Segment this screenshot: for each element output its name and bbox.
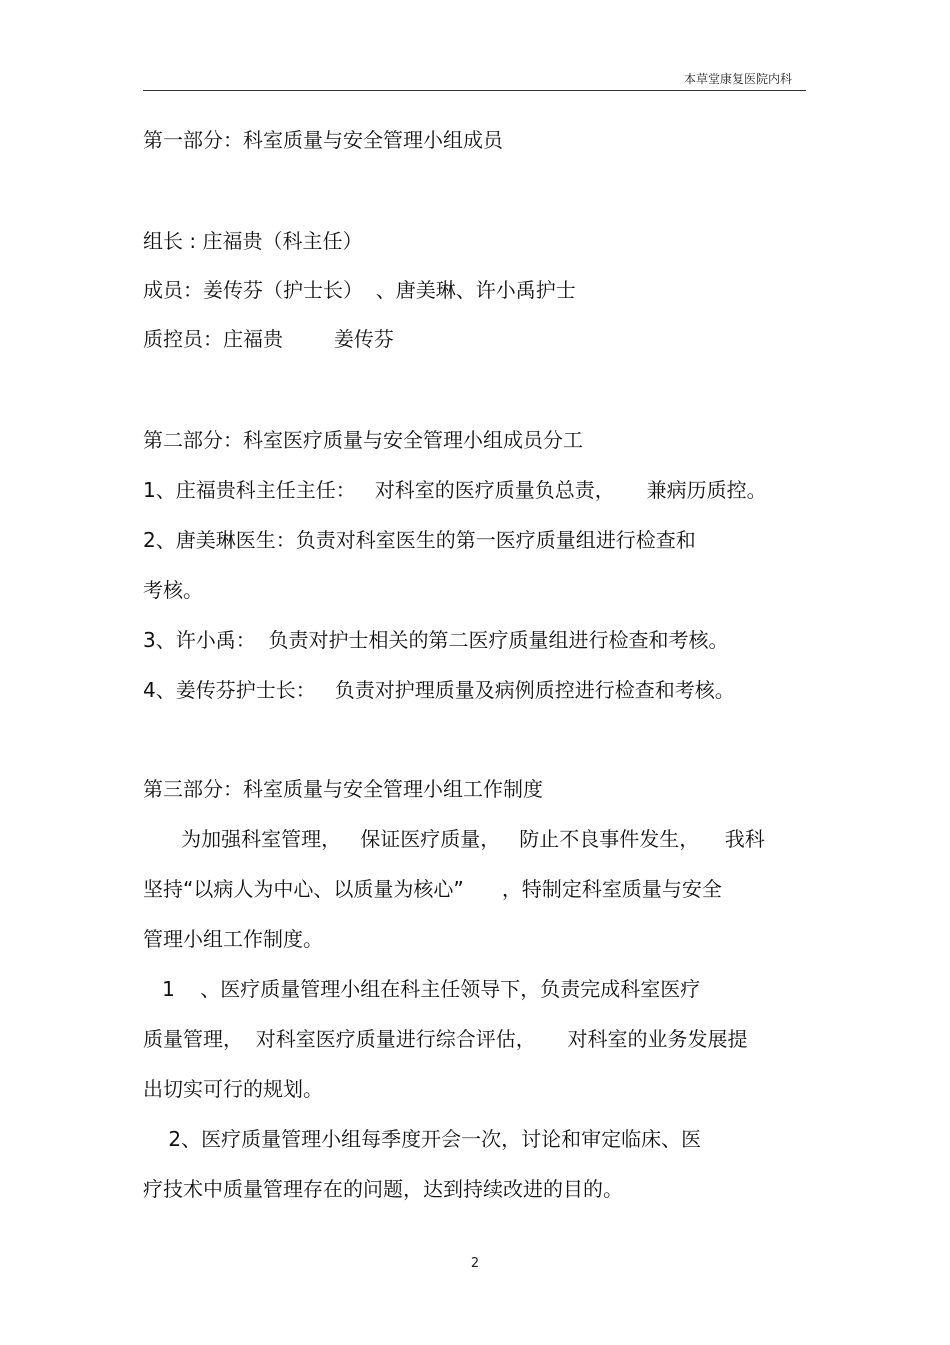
page-number: 2 xyxy=(470,1256,480,1271)
part1-title: 第一部分：科室质量与安全管理小组成员 xyxy=(143,128,503,152)
part2-item2-line1: 2、唐美琳医生：负责对科室医生的第一医疗质量组进行检查和 xyxy=(143,528,696,552)
header-divider xyxy=(143,90,806,91)
part3-rule1-line2: 质量管理， 对科室医疗质量进行综合评估， 对科室的业务发展提 xyxy=(143,1027,748,1051)
part1-qc: 质控员：庄福贵 姜传芬 xyxy=(143,327,394,351)
part3-rule2-line1: 2、医疗质量管理小组每季度开会一次，讨论和审定临床、医 xyxy=(143,1127,702,1151)
part2-item3: 3、许小禹： 负责对护士相关的第二医疗质量组进行检查和考核。 xyxy=(143,628,729,652)
part2-title: 第二部分：科室医疗质量与安全管理小组成员分工 xyxy=(143,428,583,452)
part2-item1: 1、庄福贵科主任主任： 对科室的医疗质量负总责， 兼病历质控。 xyxy=(143,478,767,502)
part3-rule1-line3: 出切实可行的规划。 xyxy=(143,1077,323,1101)
part1-members: 成员：姜传芬（护士长） 、唐美琳、许小禹护士 xyxy=(143,278,576,302)
part3-rule2-line2: 疗技术中质量管理存在的问题，达到持续改进的目的。 xyxy=(143,1177,623,1201)
part2-item4: 4、姜传芬护士长： 负责对护理质量及病例质控进行检查和考核。 xyxy=(143,678,735,702)
part3-rule1-line1: 1 、医疗质量管理小组在科主任领导下，负责完成科室医疗 xyxy=(143,977,701,1001)
part3-intro-line2: 坚持“以病人为中心、以质量为核心” ，特制定科室质量与安全 xyxy=(143,877,722,901)
running-header: 本草堂康复医院内科 xyxy=(683,72,792,86)
part3-intro-line1: 为加强科室管理， 保证医疗质量， 防止不良事件发生， 我科 xyxy=(143,827,765,851)
part3-title: 第三部分：科室质量与安全管理小组工作制度 xyxy=(143,777,543,801)
part3-intro-line3: 管理小组工作制度。 xyxy=(143,927,323,951)
part2-item2-line2: 考核。 xyxy=(143,578,203,602)
part1-leader: 组长 : 庄福贵（科主任） xyxy=(143,229,363,253)
